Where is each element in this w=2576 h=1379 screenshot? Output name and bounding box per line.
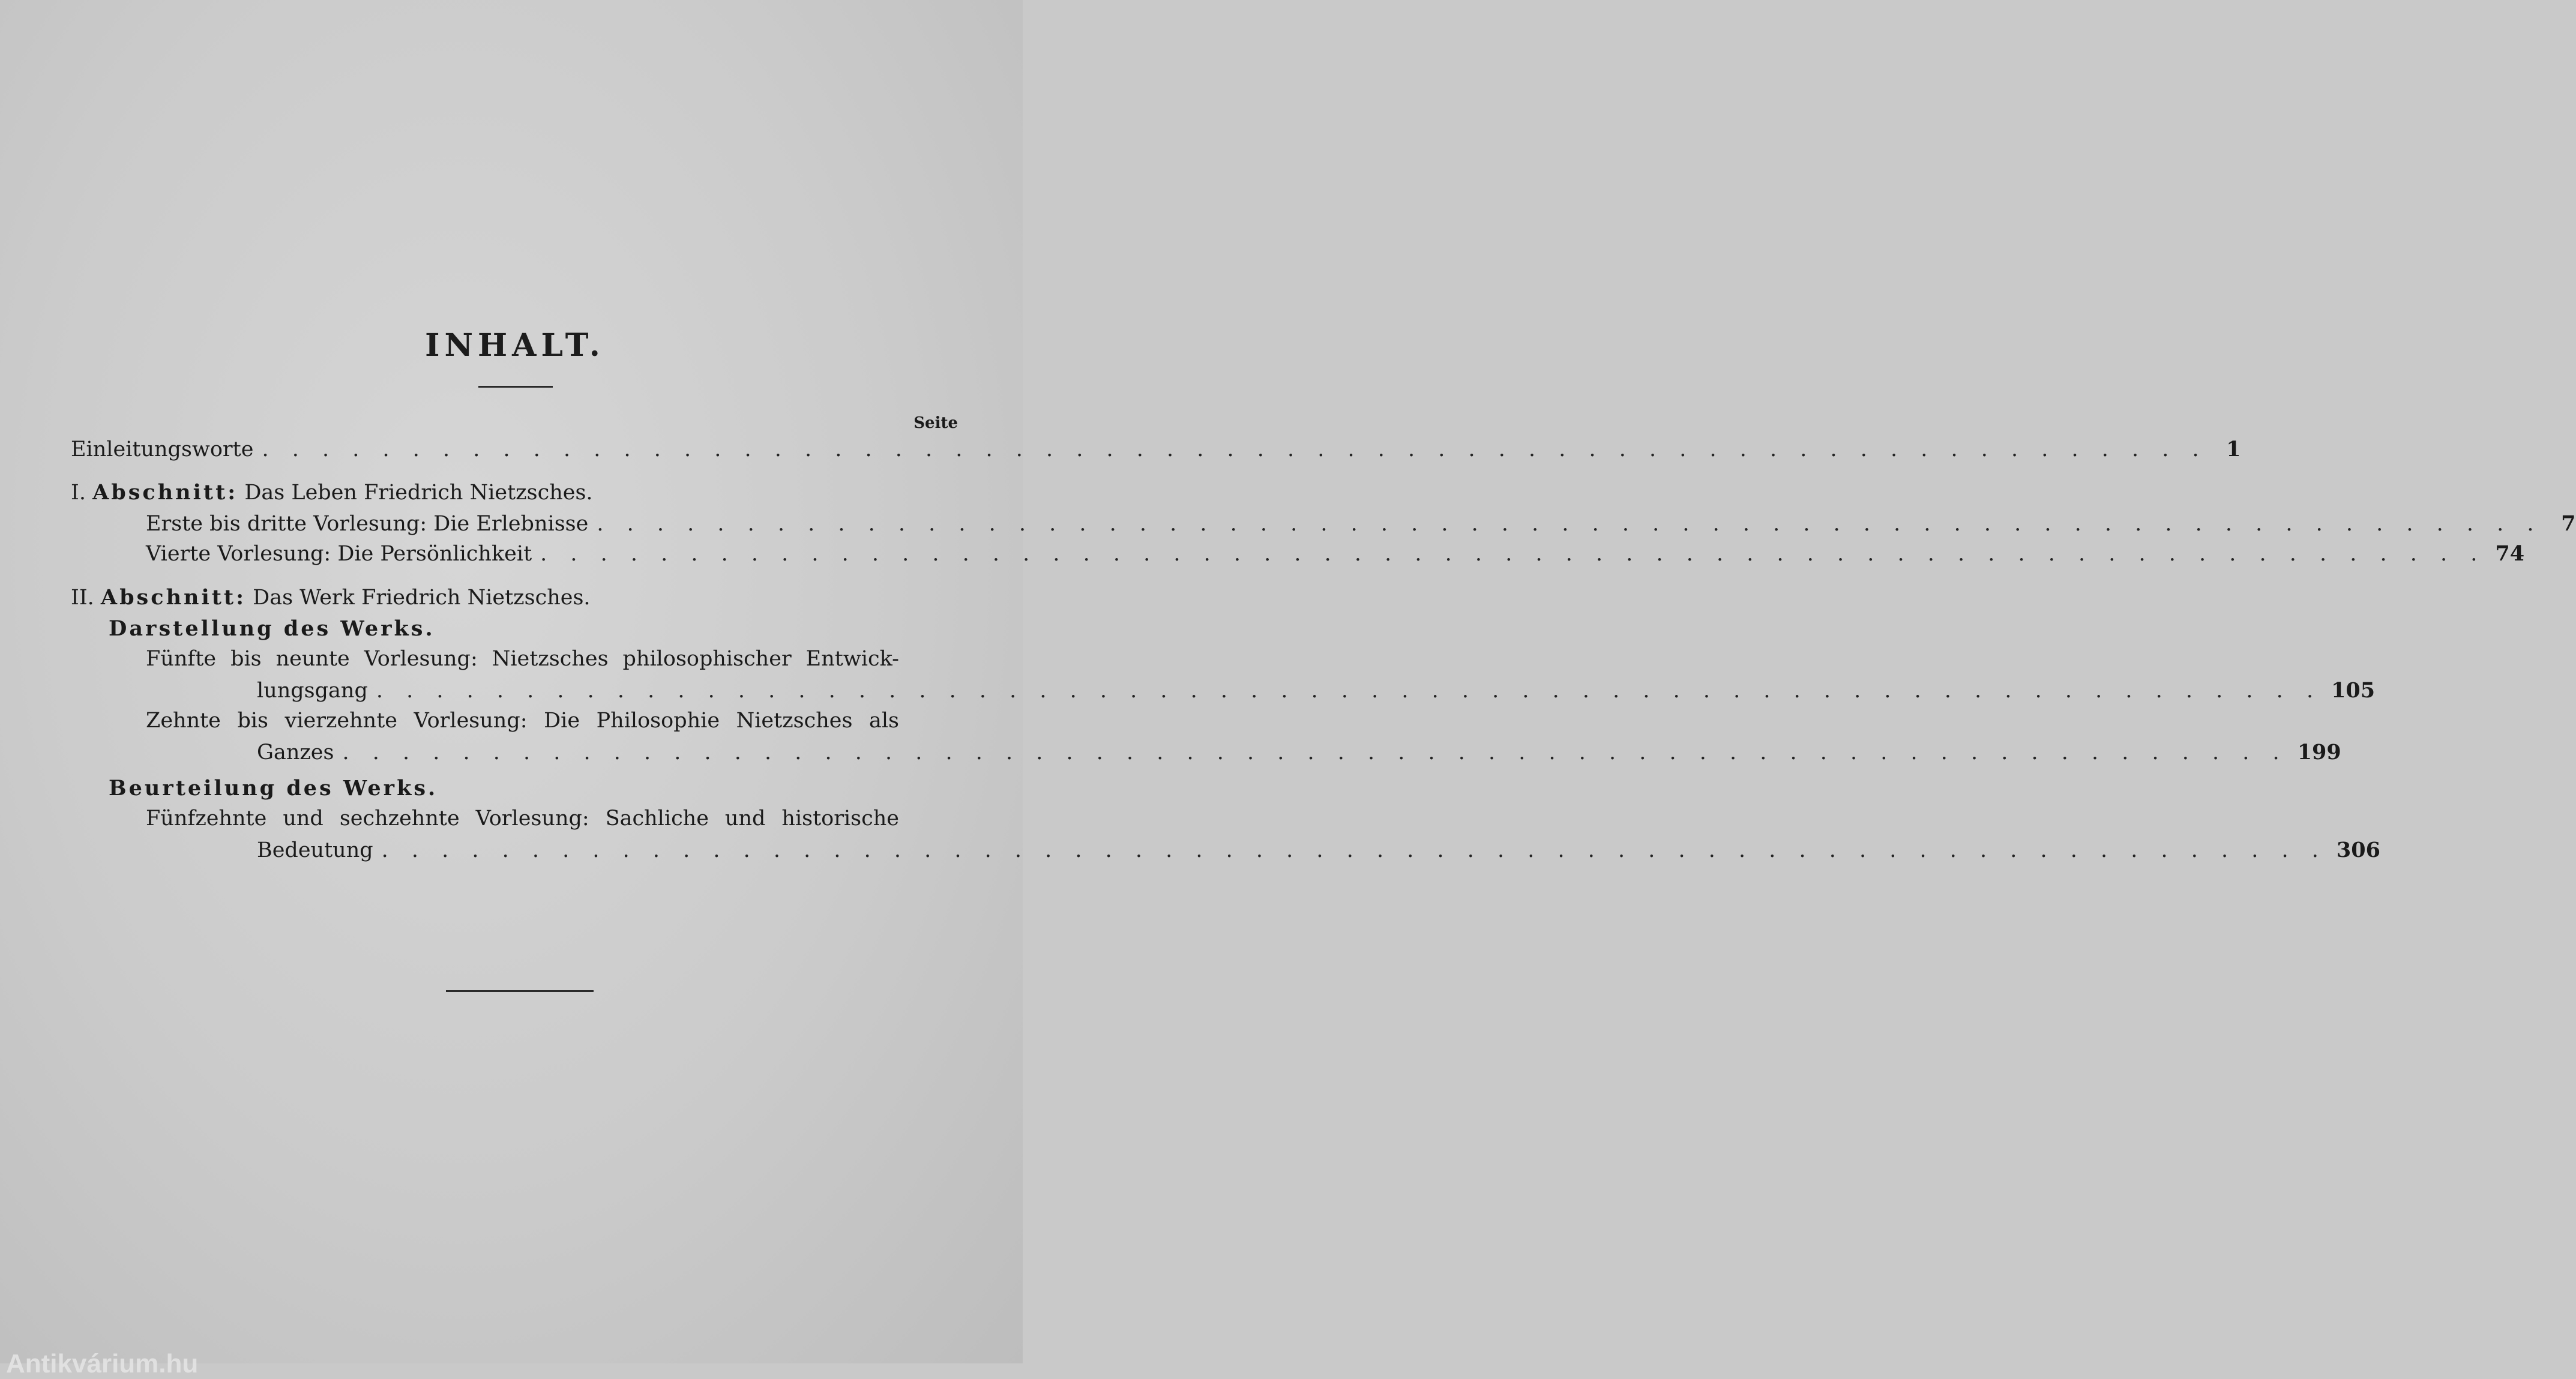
toc-entry-zehnte-line1: Zehnte bis vierzehnte Vorlesung: Die Philosophie Nietzsches als — [146, 709, 899, 733]
toc-entry-fuenfte-line1: Fünfte bis neunte Vorlesung: Nietzsches philosophischer Entwick- — [146, 647, 899, 671]
toc-entry-label: Vierte Vorlesung: Die Persönlichkeit — [146, 542, 532, 566]
toc-entry-label: lungsgang — [257, 679, 368, 703]
section-keyword: Abschnitt: — [100, 585, 247, 610]
dot-leader — [597, 512, 2542, 536]
page-title: INHALT. — [425, 327, 605, 364]
toc-page-number: 306 — [2336, 838, 2380, 862]
subsection-darstellung: Darstellung des Werks. — [109, 616, 435, 641]
toc-entry-label: Ganzes — [257, 741, 334, 765]
subsection-beurteilung: Beurteilung des Werks. — [109, 776, 438, 801]
page-column-label: Seite — [913, 414, 958, 432]
watermark: Antikvárium.hu — [6, 1349, 199, 1378]
section-numeral: II. — [71, 586, 94, 610]
toc-entry-zehnte — [257, 740, 2341, 765]
toc-entry-label: Erste bis dritte Vorlesung: Die Erlebnisse — [146, 512, 589, 536]
dot-leader — [262, 437, 2207, 461]
dot-leader — [540, 542, 2485, 566]
section-title: Das Leben Friedrich Nietzsches. — [244, 481, 593, 505]
toc-entry-vierte — [146, 541, 2525, 566]
closing-rule — [446, 990, 594, 992]
toc-page-number: 74 — [2495, 541, 2525, 566]
toc-entry-einleitung — [71, 437, 2241, 461]
toc-page-number: 199 — [2297, 740, 2341, 765]
toc-page-number: 1 — [2226, 437, 2241, 461]
section-heading-1 — [71, 480, 593, 505]
toc-page-number: 105 — [2331, 678, 2376, 703]
title-rule — [478, 386, 553, 388]
section-numeral: I. — [71, 481, 86, 505]
dot-leader — [342, 741, 2287, 765]
toc-entry-erste — [146, 511, 2576, 536]
toc-entry-label: Bedeutung — [257, 838, 373, 862]
toc-entry-label: Einleitungsworte — [71, 437, 254, 461]
toc-page-number: 7 — [2561, 511, 2576, 536]
section-title: Das Werk Friedrich Nietzsches. — [253, 586, 591, 610]
section-heading-2 — [71, 585, 591, 610]
section-keyword: Abschnitt: — [92, 480, 238, 505]
dot-leader — [382, 838, 2327, 862]
toc-entry-fuenfzehnte-line1: Fünfzehnte und sechzehnte Vorlesung: Sachliche und historische — [146, 807, 899, 831]
toc-entry-fuenfzehnte — [257, 838, 2380, 862]
dot-leader — [376, 679, 2322, 703]
toc-entry-fuenfte — [257, 678, 2376, 703]
